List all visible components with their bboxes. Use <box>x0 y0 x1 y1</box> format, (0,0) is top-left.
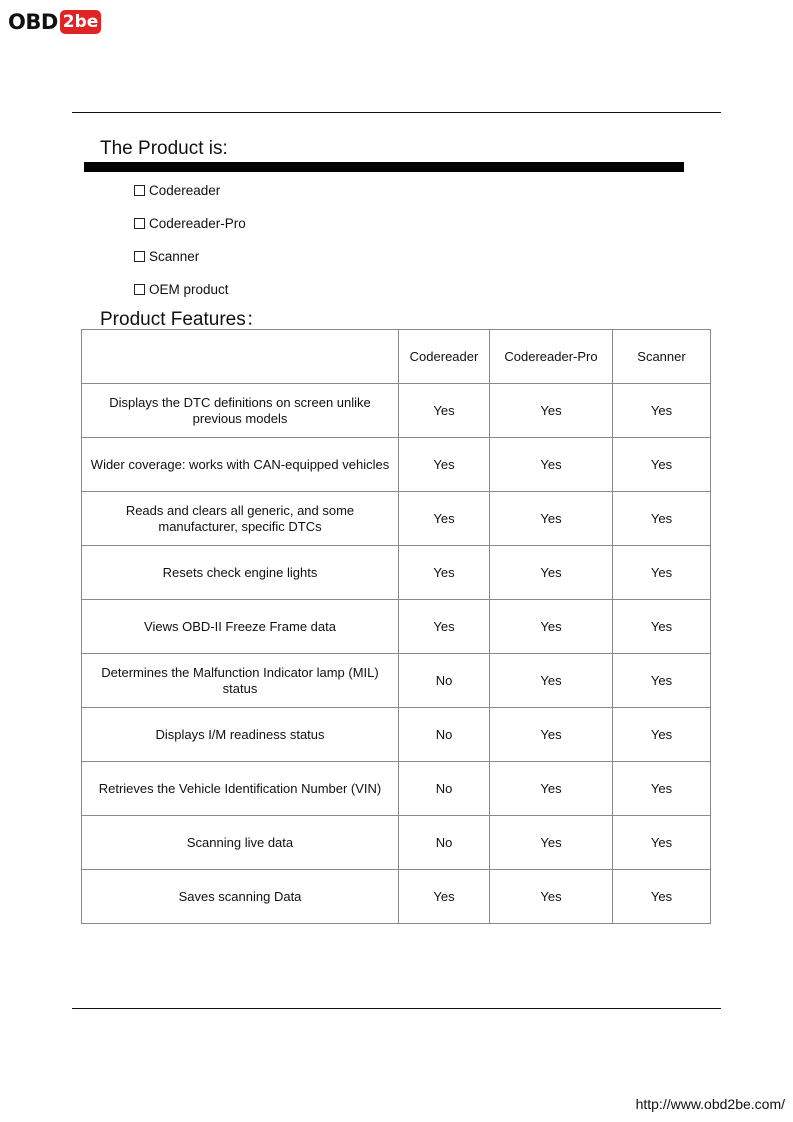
features-table <box>81 329 711 924</box>
option-scanner[interactable] <box>134 240 246 273</box>
table-row <box>82 654 711 708</box>
brand-logo <box>8 9 101 35</box>
scanner-cell: Yes <box>613 600 711 654</box>
codereader-cell: No <box>399 816 490 870</box>
codereader-pro-cell: Yes <box>490 870 613 924</box>
section-bar <box>84 162 684 172</box>
table-row <box>82 492 711 546</box>
product-type-checklist <box>134 174 246 306</box>
feature-cell: Displays the DTC definitions on screen unlike previous models <box>82 384 399 438</box>
feature-cell: Retrieves the Vehicle Identification Number (VIN) <box>82 762 399 816</box>
feature-cell: Scanning live data <box>82 816 399 870</box>
header-codereader-pro: Codereader-Pro <box>490 330 613 384</box>
table-header-row <box>82 330 711 384</box>
codereader-cell: Yes <box>399 546 490 600</box>
table-row <box>82 600 711 654</box>
header-feature <box>82 330 399 384</box>
feature-cell: Wider coverage: works with CAN-equipped vehicles <box>82 438 399 492</box>
table-row <box>82 438 711 492</box>
feature-cell: Displays I/M readiness status <box>82 708 399 762</box>
table-row <box>82 870 711 924</box>
codereader-pro-cell: Yes <box>490 654 613 708</box>
header-codereader: Codereader <box>399 330 490 384</box>
codereader-pro-cell: Yes <box>490 762 613 816</box>
feature-cell: Reads and clears all generic, and some manufacturer, specific DTCs <box>82 492 399 546</box>
scanner-cell: Yes <box>613 492 711 546</box>
table-row <box>82 546 711 600</box>
logo-text: OBD <box>8 10 58 34</box>
codereader-pro-cell: Yes <box>490 546 613 600</box>
scanner-cell: Yes <box>613 384 711 438</box>
feature-cell: Resets check engine lights <box>82 546 399 600</box>
codereader-pro-cell: Yes <box>490 708 613 762</box>
codereader-pro-cell: Yes <box>490 438 613 492</box>
codereader-cell: No <box>399 762 490 816</box>
table-row <box>82 384 711 438</box>
scanner-cell: Yes <box>613 546 711 600</box>
codereader-cell: Yes <box>399 870 490 924</box>
checkbox-icon[interactable] <box>134 284 145 295</box>
checkbox-icon[interactable] <box>134 185 145 196</box>
codereader-pro-cell: Yes <box>490 384 613 438</box>
option-label: Codereader <box>149 183 221 198</box>
codereader-cell: No <box>399 708 490 762</box>
codereader-pro-cell: Yes <box>490 492 613 546</box>
website-url[interactable]: http://www.obd2be.com/ <box>635 1096 785 1112</box>
codereader-cell: Yes <box>399 384 490 438</box>
option-label: Codereader-Pro <box>149 216 246 231</box>
codereader-cell: No <box>399 654 490 708</box>
scanner-cell: Yes <box>613 870 711 924</box>
feature-cell: Views OBD-II Freeze Frame data <box>82 600 399 654</box>
option-label: OEM product <box>149 282 229 297</box>
feature-cell: Saves scanning Data <box>82 870 399 924</box>
codereader-pro-cell: Yes <box>490 600 613 654</box>
checkbox-icon[interactable] <box>134 251 145 262</box>
table-row <box>82 762 711 816</box>
option-oem-product[interactable] <box>134 273 246 306</box>
table-row <box>82 816 711 870</box>
option-label: Scanner <box>149 249 200 264</box>
header-scanner: Scanner <box>613 330 711 384</box>
codereader-cell: Yes <box>399 492 490 546</box>
codereader-cell: Yes <box>399 600 490 654</box>
scanner-cell: Yes <box>613 654 711 708</box>
features-section-title: Product Features： <box>100 309 265 330</box>
table-row <box>82 708 711 762</box>
option-codereader-pro[interactable] <box>134 207 246 240</box>
option-codereader[interactable] <box>134 174 246 207</box>
codereader-pro-cell: Yes <box>490 816 613 870</box>
scanner-cell: Yes <box>613 438 711 492</box>
product-section-title: The Product is: <box>100 138 228 159</box>
codereader-cell: Yes <box>399 438 490 492</box>
scanner-cell: Yes <box>613 816 711 870</box>
top-divider <box>72 112 721 113</box>
scanner-cell: Yes <box>613 762 711 816</box>
scanner-cell: Yes <box>613 708 711 762</box>
logo-mark: 2be <box>60 10 102 34</box>
feature-cell: Determines the Malfunction Indicator lamp (MIL) status <box>82 654 399 708</box>
checkbox-icon[interactable] <box>134 218 145 229</box>
bottom-divider <box>72 1008 721 1009</box>
